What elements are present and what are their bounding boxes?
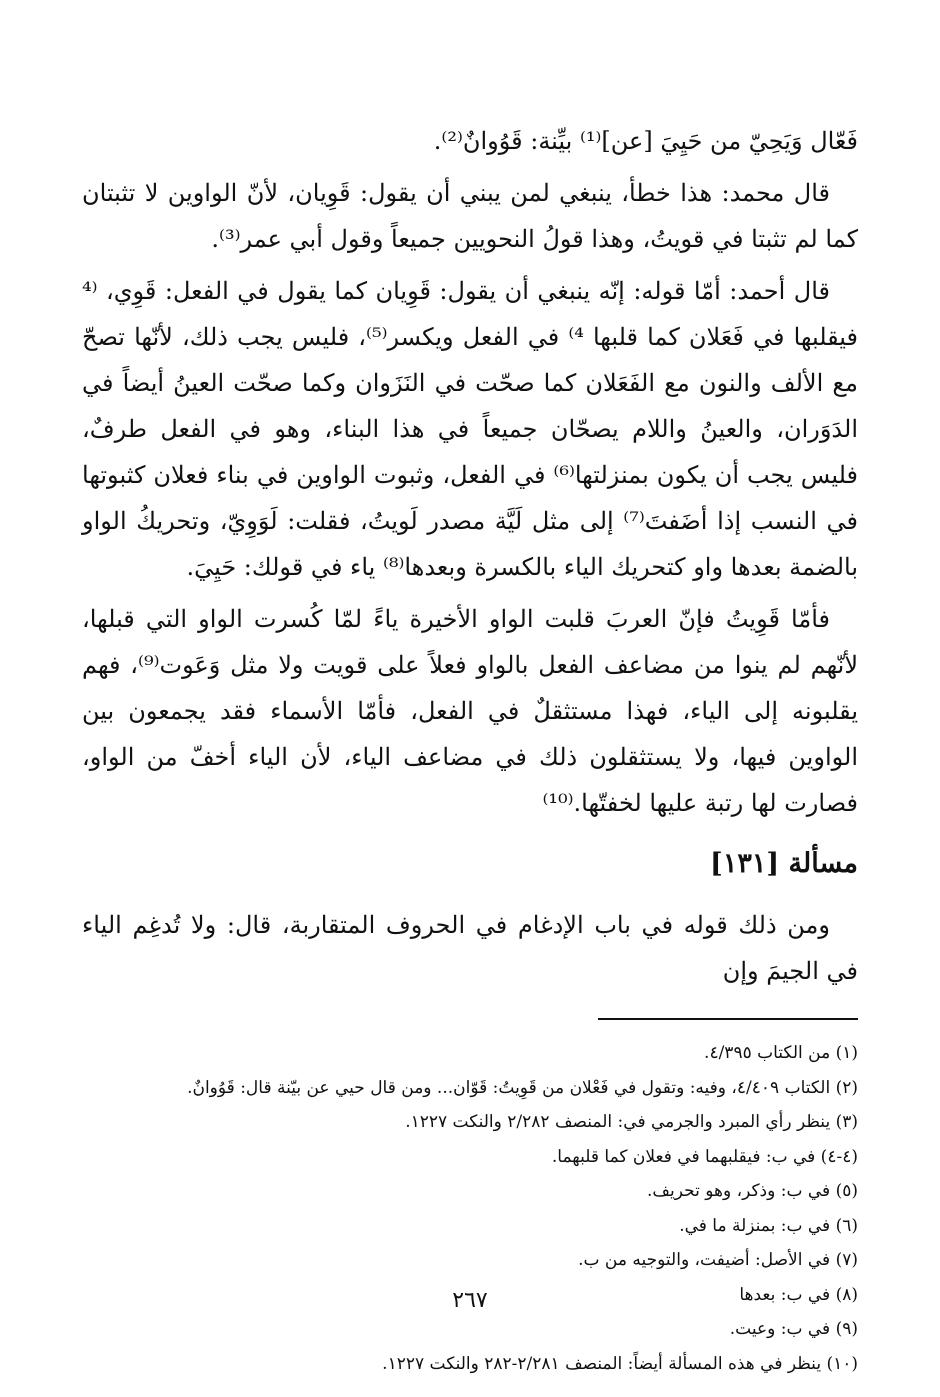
footnote-6: (٦) في ب: بمنزلة ما في. xyxy=(679,1215,858,1236)
paragraph-4: فأمّا قَوِيتُ فإنّ العربَ قلبت الواو الأخيرة ياءً لمّا كُسرت الواو التي قبلها، لأنّهم لم ينوا من مضاعف الفعل بالواو فعلاً على قويت ولا مثل وَعَوت⁽⁹⁾، فهم يقلبونه إلى الياء، فهذا مستثقلٌ في الفعل، فأمّا الأسماء فقد يجمعون بين الواوين فيها، ولا يستثقلون ذلك في مضاعف الياء، لأن الياء أخفّ من الواو، فصارت لها رتبة عليها لخفتّها.⁽¹⁰⁾ xyxy=(82,605,859,817)
footnote-2: (٢) الكتاب ٤/٤٠٩، وفيه: وتقول في فَعْلان من قَوِيتُ: قَوّان... ومن قال حيي عن بيّنة قال: قَوُوانٌ. xyxy=(187,1077,858,1098)
footnote-5: (٥) في ب: وذكر، وهو تحريف. xyxy=(647,1181,858,1201)
footnote-7: (٧) في الأصل: أضيفت، والتوجيه من ب. xyxy=(578,1250,858,1270)
footnote-8: (٨) في ب: بعدها xyxy=(739,1284,858,1305)
footnote-10: (١٠) ينظر في هذه المسألة أيضاً: المنصف ٢/٢٨١-٢٨٢ والنكت ١٢٢٧. xyxy=(382,1353,858,1374)
page-number: ٢٦٧ xyxy=(452,1288,488,1313)
footnotes xyxy=(82,1036,858,1381)
paragraph-3: قال أحمد: أمّا قوله: إنّه ينبغي أن يقول: قَوِيان كما يقول في الفعل: قَوِي، ⁽⁴ فيقلبها في فَعَلان كما قلبها ⁴⁾ في الفعل ويكسر⁽⁵⁾، فليس يجب ذلك، لأنّها تصحّ مع الألف والنون مع الفَعَلان كما صحّت في النَزَوان وكما صحّت العينُ أيضاً في الدَوَران، والعينُ واللام يصحّان جميعاً في هذا البناء، وهو في الفعل طرفٌ، فليس يجب أن يكون بمنزلتها⁽⁶⁾ في الفعل، وثبوت الواوين في بناء فعلان كثبوتها في النسب إذا أضَفتَ⁽⁷⁾ إلى مثل لَيَّة مصدر لَويتُ، فقلت: لَوَوِيّ، وتحريكُ الواو بالضمة بعدها واو كتحريك الياء بالكسرة وبعدها⁽⁸⁾ ياء في قولك: حَيِيَ. xyxy=(82,277,859,581)
footnote-9: (٩) في ب: وعيت. xyxy=(729,1319,858,1339)
main-text xyxy=(82,118,858,994)
paragraph-2: قال محمد: هذا خطأ، ينبغي لمن يبني أن يقول: قَوِيان، لأنّ الواوين لا تثبتان كما لم تثبتا في قويتُ، وهذا قولُ النحويين جميعاً وقول أبي عمر⁽³⁾. xyxy=(82,179,858,253)
footnote-1: (١) من الكتاب ٤/٣٩٥. xyxy=(704,1043,858,1063)
paragraph-1: فَعّال وَيَحِيّ من حَيِيَ [عن]⁽¹⁾ بيِّنة: قَوُوانٌ⁽²⁾. xyxy=(433,127,858,155)
footnote-divider xyxy=(598,1018,858,1020)
footnote-4: (٤-٤) في ب: فيقلبهما في فعلان كما قلبهما. xyxy=(551,1146,858,1167)
closing-paragraph: ومن ذلك قوله في باب الإدغام في الحروف المتقاربة، قال: ولا تُدغِم الياء في الجيمَ وإن xyxy=(82,911,858,985)
section-heading: مسألة [١٣١] xyxy=(710,848,858,879)
footnote-3: (٣) ينظر رأي المبرد والجرمي في: المنصف ٢/٢٨٢ والنكت ١٢٢٧. xyxy=(405,1112,858,1132)
